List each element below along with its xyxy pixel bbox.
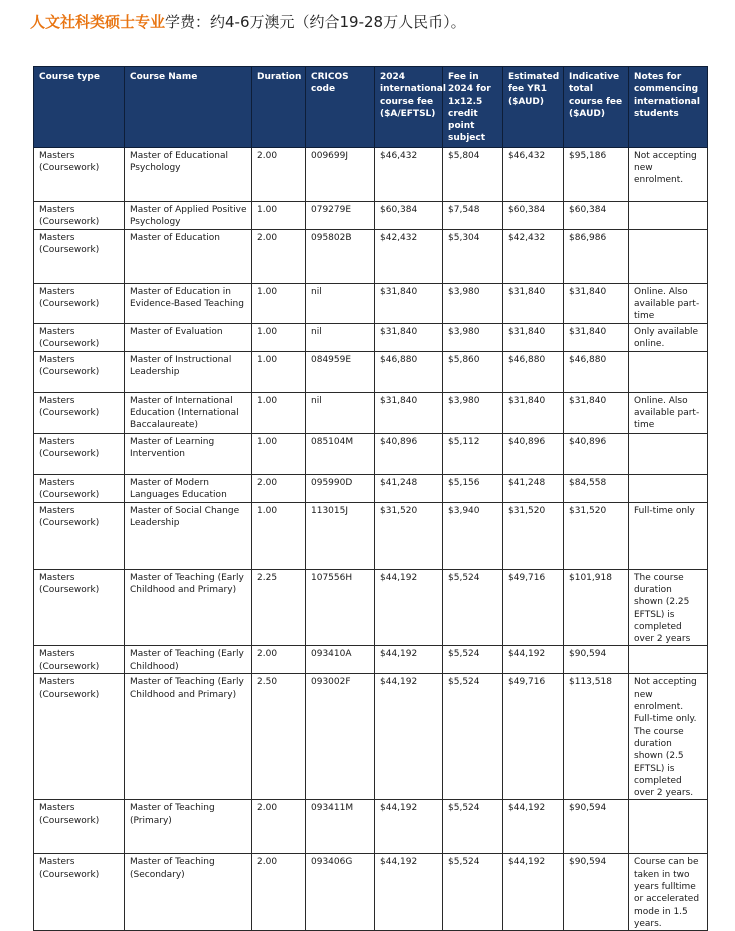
table-row <box>34 854 708 931</box>
cell-course-type: Masters (Coursework) <box>34 323 125 351</box>
cell-notes <box>629 646 708 674</box>
cell-course-name: Master of Education in Evidence-Based Teaching <box>125 283 252 323</box>
cell-notes: Course can be taken in two years fulltime or accelerated mode in 1.5 years. <box>629 854 708 931</box>
cell-course-name: Master of Teaching (Early Childhood and Primary) <box>125 674 252 800</box>
cell-fee-eftsl: $60,384 <box>375 201 443 229</box>
cell-fee-eftsl: $31,840 <box>375 323 443 351</box>
cell-cricos-code: 095802B <box>306 229 375 283</box>
cell-duration: 1.00 <box>252 283 306 323</box>
cell-fee-yr1: $42,432 <box>503 229 564 283</box>
cell-duration: 2.00 <box>252 646 306 674</box>
cell-course-type: Masters (Coursework) <box>34 800 125 854</box>
cell-cricos-code: 093410A <box>306 646 375 674</box>
cell-cricos-code: 079279E <box>306 201 375 229</box>
cell-fee-yr1: $60,384 <box>503 201 564 229</box>
table-row <box>34 502 708 569</box>
cell-course-name: Master of Education <box>125 229 252 283</box>
cell-total-fee: $86,986 <box>564 229 629 283</box>
cell-cricos-code: 009699J <box>306 147 375 201</box>
cell-course-type: Masters (Coursework) <box>34 569 125 646</box>
cell-course-name: Master of Learning Intervention <box>125 433 252 474</box>
cell-notes: Not accepting new enrolment. Full-time only. The course duration shown (2.5 EFTSL) is completed over 2 years. <box>629 674 708 800</box>
cell-course-name: Master of Instructional Leadership <box>125 351 252 392</box>
cell-fee-yr1: $44,192 <box>503 646 564 674</box>
cell-fee-subject: $3,980 <box>443 283 503 323</box>
cell-fee-yr1: $46,432 <box>503 147 564 201</box>
table-row <box>34 474 708 502</box>
cell-notes: The course duration shown (2.25 EFTSL) is completed over 2 years <box>629 569 708 646</box>
cell-cricos-code: 093411M <box>306 800 375 854</box>
cell-cricos-code: 093002F <box>306 674 375 800</box>
cell-course-type: Masters (Coursework) <box>34 674 125 800</box>
col-header-cricos: CRICOS code <box>306 67 375 148</box>
table-row <box>34 392 708 433</box>
col-header-duration: Duration <box>252 67 306 148</box>
table-row <box>34 569 708 646</box>
cell-total-fee: $90,594 <box>564 854 629 931</box>
cell-course-name: Master of Applied Positive Psychology <box>125 201 252 229</box>
cell-course-name: Master of Teaching (Early Childhood) <box>125 646 252 674</box>
cell-total-fee: $60,384 <box>564 201 629 229</box>
cell-fee-yr1: $46,880 <box>503 351 564 392</box>
cell-course-type: Masters (Coursework) <box>34 646 125 674</box>
col-header-fee-eftsl: 2024 international course fee ($A/EFTSL) <box>375 67 443 148</box>
col-header-total-fee: Indicative total course fee ($AUD) <box>564 67 629 148</box>
cell-fee-subject: $3,980 <box>443 323 503 351</box>
table-row <box>34 351 708 392</box>
table-row <box>34 147 708 201</box>
cell-fee-eftsl: $44,192 <box>375 674 443 800</box>
cell-course-name: Master of Teaching (Secondary) <box>125 854 252 931</box>
cell-notes <box>629 229 708 283</box>
cell-fee-subject: $5,804 <box>443 147 503 201</box>
heading-highlight: 人文社科类硕士专业 <box>30 13 166 31</box>
cell-course-type: Masters (Coursework) <box>34 229 125 283</box>
cell-fee-eftsl: $44,192 <box>375 569 443 646</box>
cell-total-fee: $31,520 <box>564 502 629 569</box>
col-header-course-type: Course type <box>34 67 125 148</box>
cell-course-type: Masters (Coursework) <box>34 433 125 474</box>
cell-total-fee: $95,186 <box>564 147 629 201</box>
cell-notes: Not accepting new enrolment. <box>629 147 708 201</box>
cell-duration: 1.00 <box>252 201 306 229</box>
cell-cricos-code: 113015J <box>306 502 375 569</box>
page-heading <box>30 11 466 33</box>
cell-cricos-code: 085104M <box>306 433 375 474</box>
cell-fee-yr1: $41,248 <box>503 474 564 502</box>
cell-fee-subject: $5,524 <box>443 854 503 931</box>
cell-fee-yr1: $44,192 <box>503 800 564 854</box>
cell-fee-yr1: $49,716 <box>503 674 564 800</box>
col-header-notes: Notes for commencing international students <box>629 67 708 148</box>
cell-duration: 2.00 <box>252 147 306 201</box>
cell-cricos-code: 084959E <box>306 351 375 392</box>
cell-total-fee: $40,896 <box>564 433 629 474</box>
cell-fee-eftsl: $31,520 <box>375 502 443 569</box>
cell-fee-eftsl: $31,840 <box>375 283 443 323</box>
cell-total-fee: $31,840 <box>564 283 629 323</box>
cell-duration: 2.00 <box>252 800 306 854</box>
cell-fee-eftsl: $44,192 <box>375 800 443 854</box>
cell-cricos-code: 107556H <box>306 569 375 646</box>
cell-notes: Only available online. <box>629 323 708 351</box>
cell-fee-subject: $5,524 <box>443 800 503 854</box>
cell-notes <box>629 800 708 854</box>
cell-duration: 2.00 <box>252 474 306 502</box>
cell-notes <box>629 201 708 229</box>
cell-fee-eftsl: $31,840 <box>375 392 443 433</box>
cell-notes <box>629 433 708 474</box>
heading-text: 学费：约4-6万澳元（约合19-28万人民币）。 <box>165 13 466 31</box>
cell-course-type: Masters (Coursework) <box>34 854 125 931</box>
cell-fee-yr1: $44,192 <box>503 854 564 931</box>
course-fee-table <box>33 66 708 931</box>
cell-duration: 1.00 <box>252 392 306 433</box>
cell-fee-subject: $3,940 <box>443 502 503 569</box>
cell-course-name: Master of Educational Psychology <box>125 147 252 201</box>
cell-fee-yr1: $40,896 <box>503 433 564 474</box>
cell-course-name: Master of Social Change Leadership <box>125 502 252 569</box>
cell-fee-yr1: $31,840 <box>503 392 564 433</box>
cell-course-name: Master of Teaching (Early Childhood and Primary) <box>125 569 252 646</box>
cell-cricos-code: nil <box>306 323 375 351</box>
cell-fee-subject: $5,304 <box>443 229 503 283</box>
table-row <box>34 323 708 351</box>
table-row <box>34 433 708 474</box>
table-row <box>34 201 708 229</box>
table-row <box>34 283 708 323</box>
cell-fee-subject: $5,524 <box>443 569 503 646</box>
cell-total-fee: $84,558 <box>564 474 629 502</box>
cell-total-fee: $90,594 <box>564 646 629 674</box>
table-row <box>34 800 708 854</box>
cell-course-name: Master of Evaluation <box>125 323 252 351</box>
cell-total-fee: $31,840 <box>564 323 629 351</box>
cell-course-type: Masters (Coursework) <box>34 502 125 569</box>
cell-notes: Full-time only <box>629 502 708 569</box>
cell-cricos-code: nil <box>306 392 375 433</box>
cell-cricos-code: 093406G <box>306 854 375 931</box>
cell-fee-eftsl: $44,192 <box>375 854 443 931</box>
cell-course-name: Master of Modern Languages Education <box>125 474 252 502</box>
cell-notes <box>629 474 708 502</box>
table-row <box>34 229 708 283</box>
cell-notes: Online. Also available part-time <box>629 283 708 323</box>
table-row <box>34 674 708 800</box>
cell-course-type: Masters (Coursework) <box>34 147 125 201</box>
cell-fee-subject: $5,524 <box>443 674 503 800</box>
cell-fee-subject: $5,860 <box>443 351 503 392</box>
cell-fee-subject: $5,112 <box>443 433 503 474</box>
cell-fee-subject: $3,980 <box>443 392 503 433</box>
cell-cricos-code: nil <box>306 283 375 323</box>
cell-fee-yr1: $31,520 <box>503 502 564 569</box>
cell-duration: 1.00 <box>252 502 306 569</box>
col-header-fee-subject: Fee in 2024 for 1x12.5 credit point subject <box>443 67 503 148</box>
cell-notes <box>629 351 708 392</box>
cell-total-fee: $90,594 <box>564 800 629 854</box>
cell-course-type: Masters (Coursework) <box>34 283 125 323</box>
cell-duration: 2.50 <box>252 674 306 800</box>
cell-total-fee: $113,518 <box>564 674 629 800</box>
cell-duration: 2.25 <box>252 569 306 646</box>
cell-fee-yr1: $49,716 <box>503 569 564 646</box>
table-row <box>34 646 708 674</box>
cell-fee-eftsl: $40,896 <box>375 433 443 474</box>
col-header-course-name: Course Name <box>125 67 252 148</box>
cell-duration: 2.00 <box>252 854 306 931</box>
cell-fee-eftsl: $42,432 <box>375 229 443 283</box>
cell-total-fee: $31,840 <box>564 392 629 433</box>
cell-fee-yr1: $31,840 <box>503 323 564 351</box>
cell-fee-eftsl: $46,432 <box>375 147 443 201</box>
cell-fee-eftsl: $41,248 <box>375 474 443 502</box>
cell-cricos-code: 095990D <box>306 474 375 502</box>
cell-fee-yr1: $31,840 <box>503 283 564 323</box>
cell-course-type: Masters (Coursework) <box>34 474 125 502</box>
cell-course-type: Masters (Coursework) <box>34 201 125 229</box>
cell-notes: Online. Also available part-time <box>629 392 708 433</box>
cell-duration: 1.00 <box>252 351 306 392</box>
cell-duration: 1.00 <box>252 433 306 474</box>
cell-total-fee: $101,918 <box>564 569 629 646</box>
cell-course-name: Master of Teaching (Primary) <box>125 800 252 854</box>
cell-total-fee: $46,880 <box>564 351 629 392</box>
cell-course-type: Masters (Coursework) <box>34 351 125 392</box>
cell-fee-subject: $5,156 <box>443 474 503 502</box>
table-header-row <box>34 67 708 148</box>
cell-fee-subject: $5,524 <box>443 646 503 674</box>
cell-duration: 2.00 <box>252 229 306 283</box>
cell-duration: 1.00 <box>252 323 306 351</box>
col-header-fee-yr1: Estimated fee YR1 ($AUD) <box>503 67 564 148</box>
cell-fee-eftsl: $46,880 <box>375 351 443 392</box>
cell-course-type: Masters (Coursework) <box>34 392 125 433</box>
cell-fee-eftsl: $44,192 <box>375 646 443 674</box>
cell-course-name: Master of International Education (International Baccalaureate) <box>125 392 252 433</box>
cell-fee-subject: $7,548 <box>443 201 503 229</box>
